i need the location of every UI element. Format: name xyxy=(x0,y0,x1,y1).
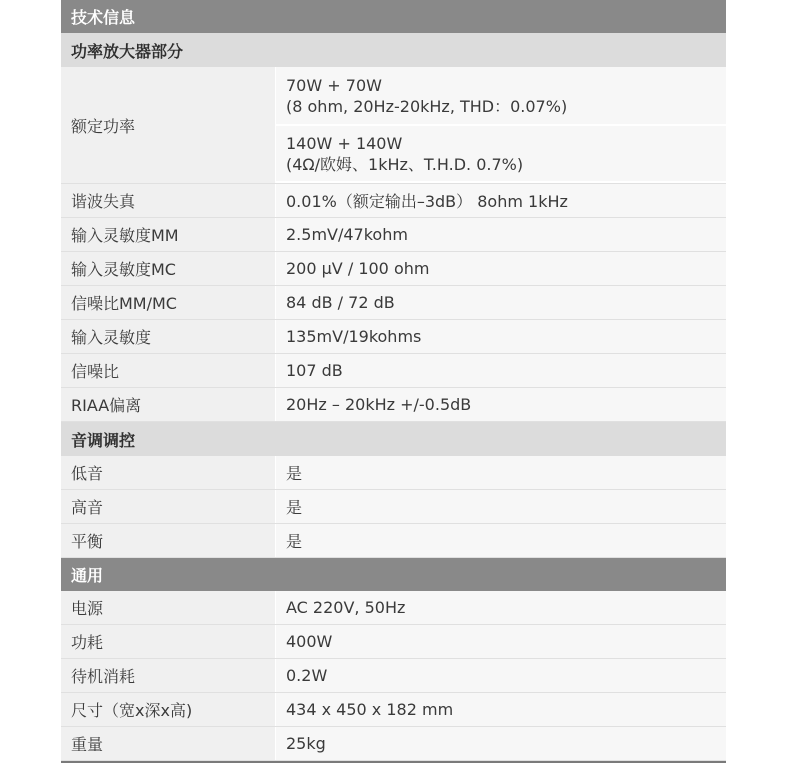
spec-label: 电源 xyxy=(61,591,275,624)
section-header-tone-control xyxy=(61,422,726,456)
spec-label: 输入灵敏度MC xyxy=(61,252,275,285)
spec-label: 功耗 xyxy=(61,625,275,658)
section-header-amplifier xyxy=(61,33,726,67)
spec-label: RIAA偏离 xyxy=(61,388,275,421)
section-header-general xyxy=(61,558,726,591)
spec-value: 135mV/19kohms xyxy=(276,320,726,353)
section-title: 音调调控 xyxy=(71,430,136,450)
spec-value-line: (4Ω/欧姆、1kHz、T.H.D. 0.7%) xyxy=(286,154,524,174)
spec-row xyxy=(61,456,726,490)
spec-row xyxy=(61,354,726,388)
spec-row xyxy=(61,524,726,558)
spec-value: 84 dB / 72 dB xyxy=(276,286,726,319)
spec-row-rated-power xyxy=(61,67,726,184)
spec-value: 434 x 450 x 182 mm xyxy=(276,693,726,726)
spec-row xyxy=(61,286,726,320)
spec-label: 平衡 xyxy=(61,524,275,557)
spec-label: 尺寸（宽x深x高) xyxy=(61,693,275,726)
spec-row xyxy=(61,218,726,252)
spec-value: 0.01%（额定输出–3dB） 8ohm 1kHz xyxy=(276,184,726,217)
table-bottom-border xyxy=(61,761,726,763)
spec-row xyxy=(61,252,726,286)
spec-label: 高音 xyxy=(61,490,275,523)
spec-label: 重量 xyxy=(61,727,275,760)
spec-value: 20Hz – 20kHz +/-0.5dB xyxy=(276,388,726,421)
spec-value: 0.2W xyxy=(276,659,726,692)
spec-value-line: 70W + 70W xyxy=(286,75,382,95)
spec-value: AC 220V, 50Hz xyxy=(276,591,726,624)
section-title: 通用 xyxy=(71,566,104,585)
spec-row xyxy=(61,591,726,625)
spec-row xyxy=(61,659,726,693)
spec-value-8ohm xyxy=(276,67,726,124)
spec-value: 是 xyxy=(276,490,726,523)
spec-value: 25kg xyxy=(276,727,726,760)
section-header-tech-info xyxy=(61,0,726,33)
spec-label: 信噪比 xyxy=(61,354,275,387)
spec-value-line: 140W + 140W xyxy=(286,133,403,153)
spec-row xyxy=(61,184,726,218)
spec-row xyxy=(61,727,726,761)
spec-value: 400W xyxy=(276,625,726,658)
spec-label: 谐波失真 xyxy=(61,184,275,217)
spec-label: 信噪比MM/MC xyxy=(61,286,275,319)
spec-row xyxy=(61,490,726,524)
spec-value-4ohm xyxy=(276,124,726,181)
spec-label: 待机消耗 xyxy=(61,659,275,692)
section-title: 功率放大器部分 xyxy=(71,41,184,61)
spec-value: 2.5mV/47kohm xyxy=(276,218,726,251)
spec-value: 107 dB xyxy=(276,354,726,387)
spec-value: 是 xyxy=(276,524,726,557)
spec-row xyxy=(61,693,726,727)
spec-label: 输入灵敏度 xyxy=(61,320,275,353)
spec-label: 低音 xyxy=(61,456,275,489)
spec-row xyxy=(61,625,726,659)
spec-value-line: (8 ohm, 20Hz-20kHz, THD：0.07%) xyxy=(286,96,568,116)
spec-table xyxy=(61,0,726,763)
section-title: 技术信息 xyxy=(71,8,136,27)
spec-row xyxy=(61,388,726,422)
spec-label: 额定功率 xyxy=(61,67,275,183)
spec-value: 200 µV / 100 ohm xyxy=(276,252,726,285)
spec-label: 输入灵敏度MM xyxy=(61,218,275,251)
spec-value: 是 xyxy=(276,456,726,489)
spec-row xyxy=(61,320,726,354)
